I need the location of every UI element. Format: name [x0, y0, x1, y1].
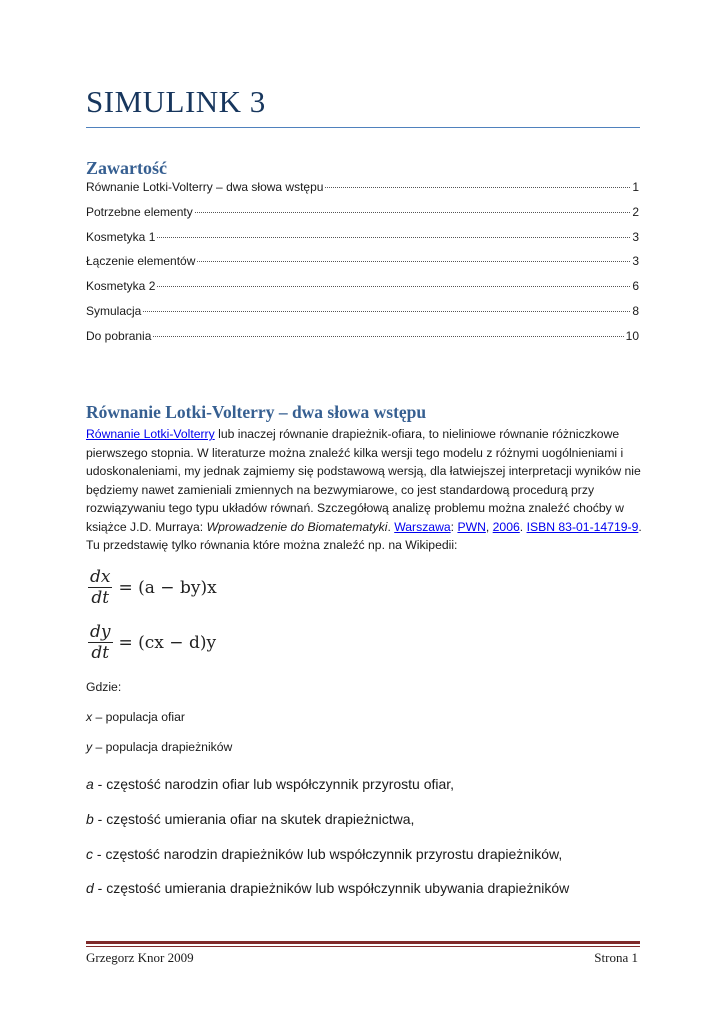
toc-item-download[interactable]: Do pobrania 10 [86, 328, 639, 343]
toc-item-simulation[interactable]: Symulacja 8 [86, 303, 639, 318]
intro-paragraph: Równanie Lotki-Volterry lub inaczej równanie drapieżnik-ofiara, to nieliniowe równanie różniczkowe pierwszego stopnia. W literaturze można znaleźć kilka wersji tego modelu z różnymi uogólnieniami i udoskonaleniami, my jednak zajmiemy się podstawową wersją, dla łatwiejszej interpretacji wyników nie będziemy nawet zamieniali zmiennych na bezwymiarowe, co jest standardową procedurą przy rozwiązywaniu tego typu układów równań. Szczegółową analizę problemu można znaleźć choćby w książce J.D. Murraya: Wprowadzenie do Biomatematyki. Warszawa: PWN, 2006. ISBN 83-01-14719-9. Tu przedstawię tylko równania które można znaleźć np. na Wikipedii: [86, 427, 642, 552]
toc-item-connecting[interactable]: Łączenie elementów 3 [86, 254, 639, 269]
isbn-link[interactable]: ISBN 83-01-14719-9 [526, 519, 639, 534]
legend-b: b - częstość umierania ofiar na skutek drapieżnictwa, [86, 811, 415, 827]
toc-item-elements[interactable]: Potrzebne elementy 2 [86, 204, 639, 219]
footer-rule-thin [86, 946, 640, 947]
footer-author: Grzegorz Knor 2009 [86, 950, 194, 965]
legend-y: y – populacja drapieżników [86, 740, 233, 754]
equation-dy: $\frac{dy}{dt}$ = (cx − d)y [90, 622, 217, 663]
footer-page-number: Strona 1 [594, 950, 638, 965]
toc-heading: Zawartość [86, 158, 167, 178]
page-title: SIMULINK 3 [86, 84, 266, 119]
footer-rule-thick [86, 941, 640, 944]
legend-a: a - częstość narodzin ofiar lub współczynnik przyrostu ofiar, [86, 776, 455, 792]
toc-item-lotka-volterra[interactable]: Równanie Lotki-Volterry – dwa słowa wstępu 1 [86, 180, 639, 194]
legend-x: x – populacja ofiar [86, 710, 185, 724]
section-heading: Równanie Lotki-Volterry – dwa słowa wstępu [86, 402, 427, 422]
table-of-contents [86, 180, 639, 354]
toc-item-cosmetics-2[interactable]: Kosmetyka 2 6 [86, 279, 639, 294]
title-rule [86, 127, 640, 128]
book-title: Wprowadzenie do Biomatematyki [206, 519, 388, 534]
lotka-volterra-link[interactable]: Równanie Lotki-Volterry [86, 427, 215, 441]
equation-dx: $\frac{dx}{dt}$ = (a − by)x [90, 567, 217, 608]
publisher-link[interactable]: PWN [457, 519, 486, 534]
legend-c: c - częstość narodzin drapieżników lub współczynnik przyrostu drapieżników, [86, 846, 563, 862]
legend-d: d - częstość umierania drapieżników lub współczynnik ubywania drapieżników [86, 880, 570, 896]
year-link[interactable]: 2006 [492, 519, 520, 534]
legend-intro: Gdzie: [86, 680, 122, 694]
city-link[interactable]: Warszawa [394, 519, 451, 534]
toc-item-cosmetics-1[interactable]: Kosmetyka 1 3 [86, 229, 639, 244]
